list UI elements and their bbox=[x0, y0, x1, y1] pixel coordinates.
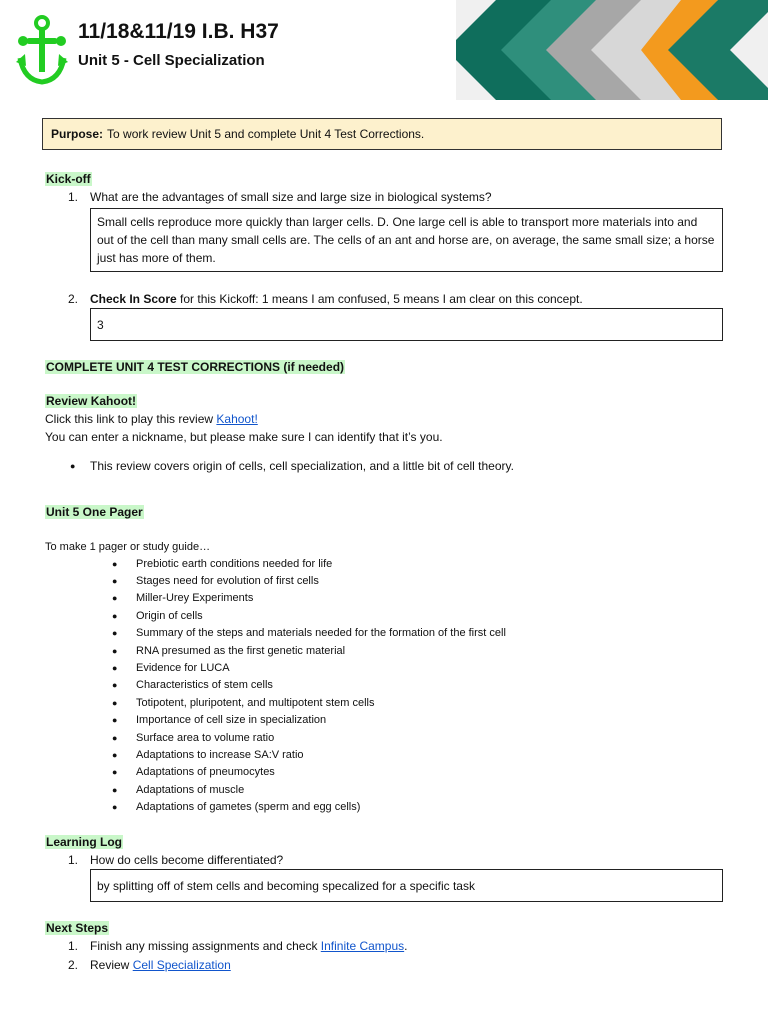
list-item: ● Importance of cell size in specialization bbox=[112, 714, 327, 727]
bullet-icon: ● bbox=[112, 697, 118, 708]
list-item: ● Adaptations to increase SA:V ratio bbox=[112, 748, 304, 761]
cell-specialization-link[interactable]: Cell Specialization bbox=[132, 958, 231, 972]
bullet-icon: ● bbox=[112, 715, 118, 726]
kickoff-q2-line bbox=[90, 292, 583, 306]
list-item: ● RNA presumed as the first genetic material bbox=[112, 644, 346, 657]
list-item: ● Adaptations of pneumocytes bbox=[112, 766, 275, 779]
list-item: ● Prebiotic earth conditions needed for life bbox=[112, 557, 333, 570]
bullet-icon: ● bbox=[112, 628, 118, 639]
kahoot-line2: You can enter a nickname, but please make sure I can identify that it’s you. bbox=[45, 430, 443, 444]
list-item: ● Miller-Urey Experiments bbox=[112, 592, 254, 605]
list-item: ● Stages need for evolution of first cells bbox=[112, 575, 319, 588]
page-subtitle: Unit 5 - Cell Specialization bbox=[78, 52, 265, 69]
next-steps-heading: Next Steps bbox=[46, 921, 109, 935]
next-step-2-number: 2. bbox=[67, 958, 78, 972]
header-banner bbox=[456, 0, 768, 100]
infinite-campus-link[interactable]: Infinite Campus bbox=[320, 939, 405, 953]
bullet-icon: ● bbox=[112, 558, 118, 569]
next-step-1-suffix: . bbox=[404, 939, 408, 953]
list-item: ● Adaptations of muscle bbox=[112, 783, 245, 796]
next-step-2-text: Review bbox=[90, 958, 130, 972]
corrections-heading: COMPLETE UNIT 4 TEST CORRECTIONS (if needed) bbox=[46, 360, 345, 374]
study-guide-list bbox=[112, 555, 632, 816]
list-item: ● Totipotent, pluripotent, and multipotent stem cells bbox=[112, 696, 375, 709]
bullet-icon: ● bbox=[112, 576, 118, 587]
next-step-2 bbox=[90, 958, 231, 972]
bullet-icon: ● bbox=[112, 610, 118, 621]
learning-log-question: How do cells become differentiated? bbox=[90, 853, 284, 867]
kickoff-q1-text: What are the advantages of small size and large size in biological systems? bbox=[90, 190, 492, 204]
check-in-score-label: Check In Score bbox=[90, 292, 177, 306]
list-item: ● Adaptations of gametes (sperm and egg cells) bbox=[112, 801, 361, 814]
kickoff-q2-number: 2. bbox=[67, 292, 78, 306]
list-item: ● Characteristics of stem cells bbox=[112, 679, 273, 692]
bullet-icon: ● bbox=[112, 663, 118, 674]
learning-log-number: 1. bbox=[67, 853, 78, 867]
bullet-icon: ● bbox=[112, 680, 118, 691]
kickoff-heading: Kick-off bbox=[46, 172, 91, 186]
next-step-1-number: 1. bbox=[67, 939, 78, 953]
next-step-1-text: Finish any missing assignments and check bbox=[90, 939, 318, 953]
kickoff-q1-number: 1. bbox=[67, 190, 78, 204]
bullet-icon: ● bbox=[112, 784, 118, 795]
one-pager-heading: Unit 5 One Pager bbox=[46, 505, 143, 519]
kahoot-link[interactable]: Kahoot! bbox=[216, 412, 258, 426]
bullet-icon: ● bbox=[70, 461, 76, 471]
bullet-icon: ● bbox=[112, 732, 118, 743]
kickoff-q1-answer[interactable]: Small cells reproduce more quickly than larger cells. D. One large cell is able to transport more materials into and out of the cell than many small cells are. The cells of an ant and horse are, on average, the same small size; a horse just has more of them. bbox=[90, 208, 723, 272]
purpose-label: Purpose: bbox=[51, 127, 104, 141]
bullet-icon: ● bbox=[112, 645, 118, 656]
learning-log-heading: Learning Log bbox=[46, 835, 122, 849]
next-step-1 bbox=[90, 939, 408, 953]
check-in-score-answer[interactable]: 3 bbox=[90, 308, 723, 341]
kahoot-line1-prefix: Click this link to play this review bbox=[45, 412, 214, 426]
bullet-icon: ● bbox=[112, 767, 118, 778]
learning-log-answer[interactable]: by splitting off of stem cells and becoming specalized for a specific task bbox=[90, 869, 723, 902]
list-item: ● Origin of cells bbox=[112, 609, 203, 622]
kahoot-line1 bbox=[45, 412, 258, 426]
bullet-icon: ● bbox=[112, 593, 118, 604]
bullet-icon: ● bbox=[112, 802, 118, 813]
kahoot-heading: Review Kahoot! bbox=[46, 394, 137, 408]
purpose-text: To work review Unit 5 and complete Unit 4 Test Corrections. bbox=[107, 127, 425, 141]
kahoot-bullet-text: This review covers origin of cells, cell specialization, and a little bit of cell theory. bbox=[90, 459, 514, 473]
kickoff-q2-text: for this Kickoff: 1 means I am confused, 5 means I am clear on this concept. bbox=[180, 292, 583, 306]
bullet-icon: ● bbox=[112, 749, 118, 760]
purpose-box bbox=[42, 118, 722, 150]
list-item: ● Summary of the steps and materials needed for the formation of the first cell bbox=[112, 627, 506, 640]
list-item: ● Surface area to volume ratio bbox=[112, 731, 275, 744]
anchor-icon bbox=[16, 14, 68, 86]
list-item: ● Evidence for LUCA bbox=[112, 662, 230, 675]
page-title: 11/18&11/19 I.B. H37 bbox=[78, 20, 279, 43]
one-pager-intro: To make 1 pager or study guide… bbox=[45, 541, 211, 553]
